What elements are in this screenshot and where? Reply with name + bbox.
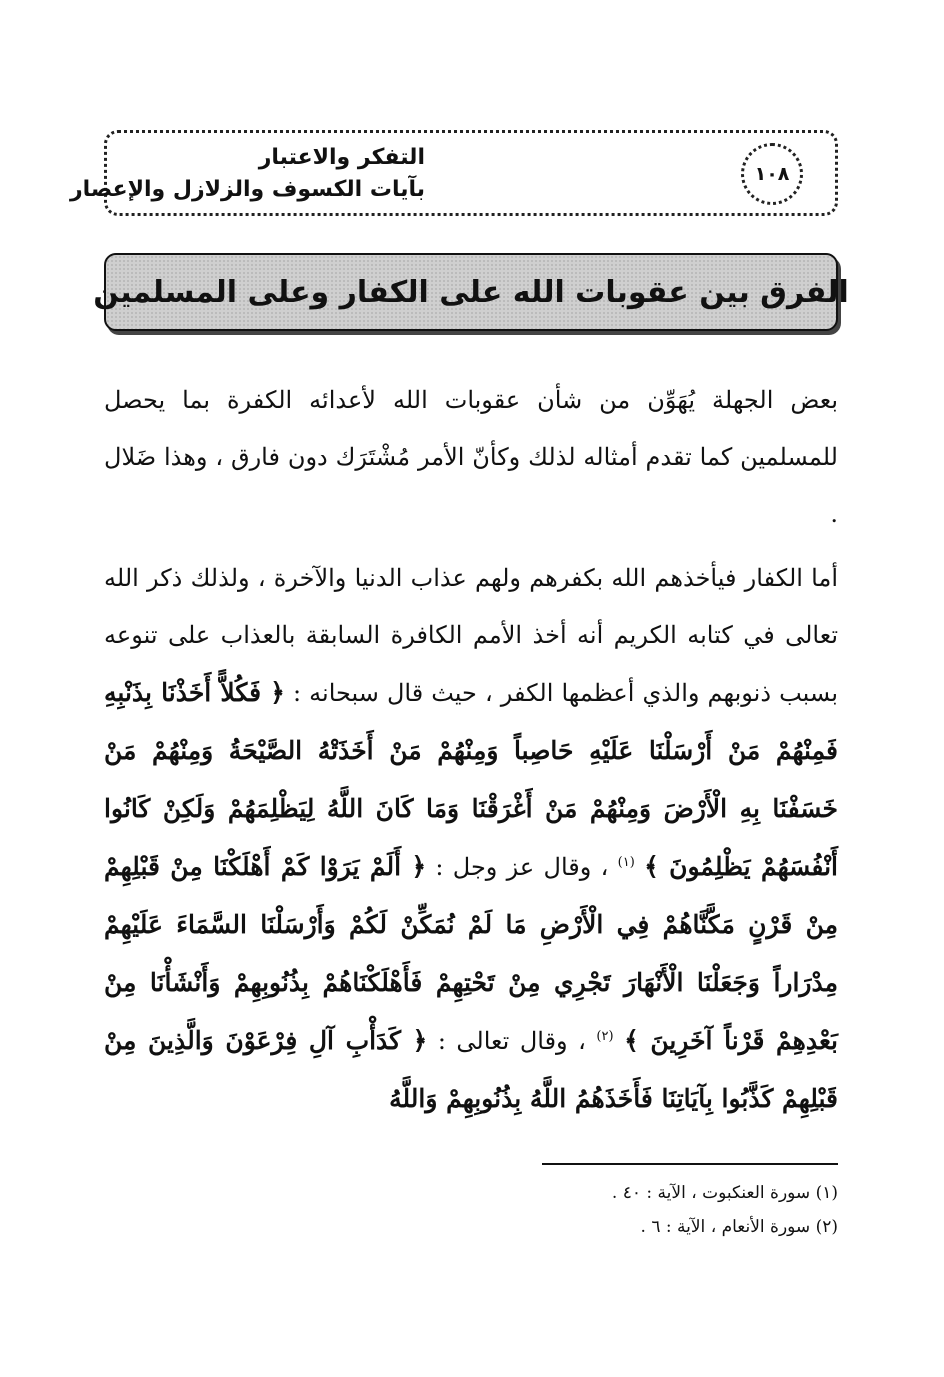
chapter-title: الفرق بين عقوبات الله على الكفار وعلى المسلمين bbox=[93, 274, 849, 310]
footnotes bbox=[104, 1176, 838, 1244]
quran-verse-1: ﴿ فَكُلاًّ أَخَذْنَا بِذَنْبِهِ فَمِنْهُمْ مَنْ أَرْسَلْنَا عَلَيْهِ حَاصِباً وَمِنْهُمْ مَنْ أَخَذَتْهُ الصَّيْحَةُ وَمِنْهُمْ مَنْ خَسَفْنَا بِهِ الْأَرْضَ وَمِنْهُمْ مَنْ أَغْرَقْنَا وَمَا كَانَ اللَّهُ لِيَظْلِمَهُمْ وَلَكِنْ كَانُوا أَنْفُسَهُمْ يَظْلِمُونَ ﴾ bbox=[104, 678, 838, 881]
footnote-1: (١) سورة العنكبوت ، الآية : ٤٠ . bbox=[611, 1183, 838, 1203]
footnote-2: (٢) سورة الأنعام ، الآية : ٦ . bbox=[640, 1217, 838, 1237]
paragraph-1: بعض الجهلة يُهَوِّن من شأن عقوبات الله لأعدائه الكفرة بما يحصل للمسلمين كما تقدم أمثاله لذلك وكأنّ الأمر مُشْتَرَك دون فارق ، وهذا ضَلال . bbox=[104, 386, 838, 528]
page-number: ١٠٨ bbox=[741, 143, 803, 205]
quran-verse-2: ﴿ أَلَمْ يَرَوْا كَمْ أَهْلَكْنَا مِنْ قَبْلِهِمْ مِنْ قَرْنٍ مَكَّنَّاهُمْ فِي الْأَرْضِ مَا لَمْ نُمَكِّنْ لَكُمْ وَأَرْسَلْنَا السَّمَاءَ عَلَيْهِمْ مِدْرَاراً وَجَعَلْنَا الْأَنْهَارَ تَجْرِي مِنْ تَحْتِهِمْ فَأَهْلَكْنَاهُمْ بِذُنُوبِهِمْ وَأَنْشَأْنَا مِنْ بَعْدِهِمْ قَرْناً آخَرِينَ ﴾ bbox=[104, 852, 838, 1055]
paragraph-2 bbox=[104, 550, 838, 1128]
chapter-title-box bbox=[93, 253, 849, 331]
quran-verse-3: ﴿ كَدَأْبِ آلِ فِرْعَوْنَ وَالَّذِينَ مِنْ قَبْلِهِمْ كَذَّبُوا بِآيَاتِنَا فَأَخَذَهُمُ اللَّهُ بِذُنُوبِهِمْ وَاللَّهُ bbox=[104, 1026, 838, 1113]
running-title-line1: التفكر والاعتبار bbox=[258, 145, 425, 170]
running-header bbox=[70, 130, 838, 216]
connector-text-1: ، وقال عز وجل : bbox=[435, 853, 609, 881]
footnote-ref-1: (١) bbox=[617, 855, 635, 870]
footnote-ref-2: (٢) bbox=[596, 1029, 614, 1044]
running-title-line2: بآيات الكسوف والزلازل والإعصار bbox=[70, 177, 425, 202]
paragraph-2-intro: أما الكفار فيأخذهم الله بكفرهم ولهم عذاب الدنيا والآخرة ، ولذلك ذكر الله تعالى في كتابه الكريم أنه أخذ الأمم الكافرة السابقة بالعذاب على تنوعه بسبب ذنوبهم والذي أعظمها الكفر ، حيث قال سبحانه : bbox=[104, 564, 838, 707]
connector-text-2: ، وقال تعالى : bbox=[437, 1027, 586, 1055]
footnote-divider bbox=[542, 1163, 838, 1165]
